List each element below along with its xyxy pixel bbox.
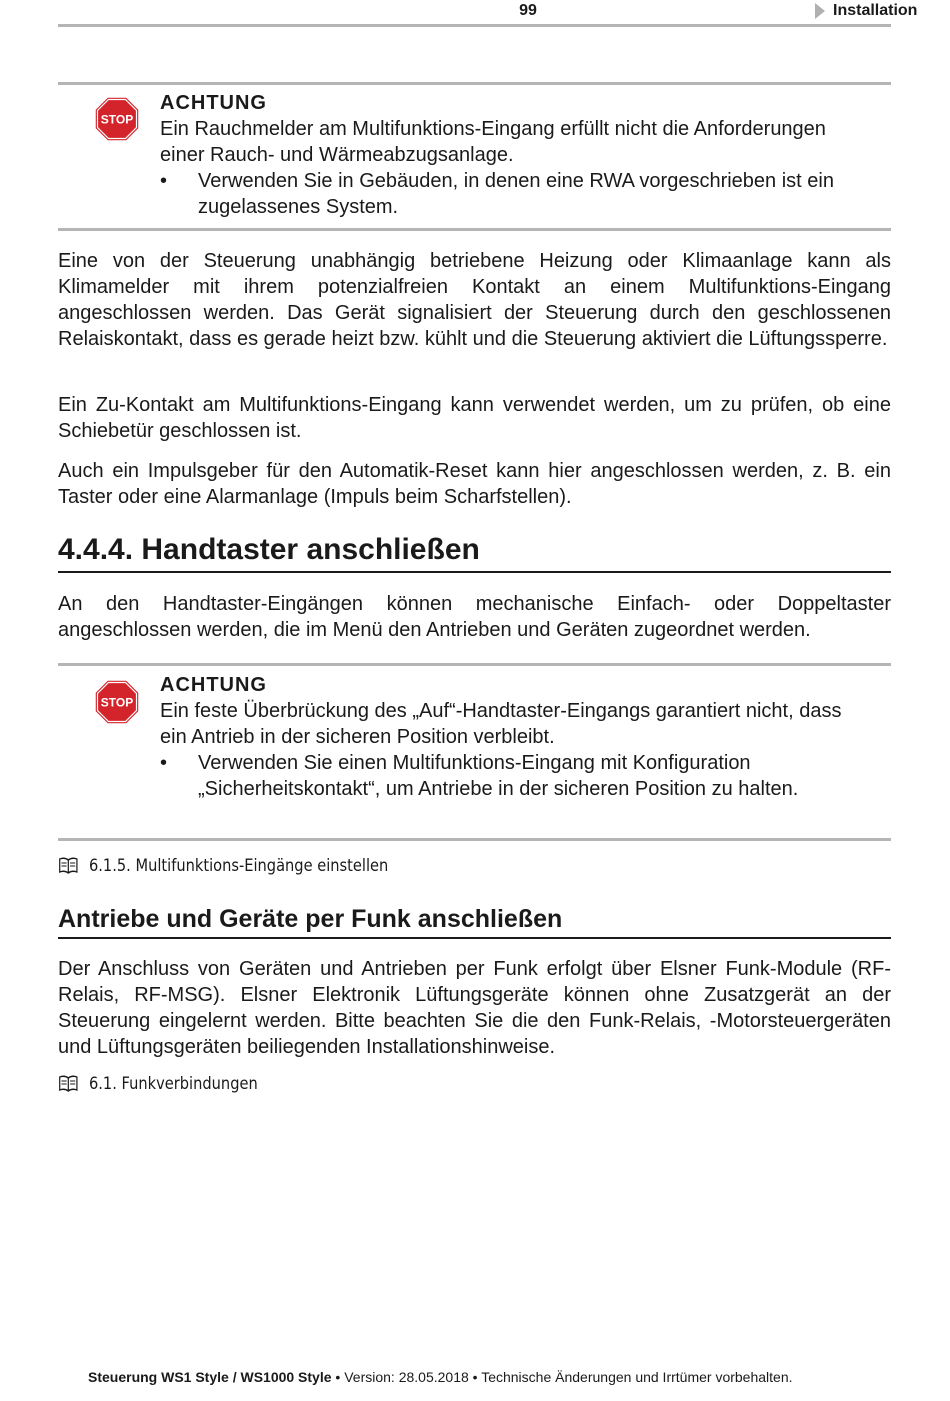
notice-body xyxy=(160,90,871,220)
paragraph: An den Handtaster-Eingängen können mechanische Einfach- oder Doppeltaster angeschlossen werden, die im Menü den Antrieben und Geräten zugeordnet werden. xyxy=(58,593,891,641)
footer-version: Version: 28.05.2018 xyxy=(344,1369,469,1385)
notice-text: Ein Rauchmelder am Multifunktions-Eingang erfüllt nicht die Anforderungen einer Rauch- und Wärmeabzugsanlage. xyxy=(160,118,826,166)
page-header xyxy=(58,0,918,28)
paragraph: Ein Zu-Kontakt am Multifunktions-Eingang kann verwendet werden, um zu prüfen, ob eine Schiebetür geschlossen ist. xyxy=(58,394,891,442)
stop-sign-label: STOP xyxy=(100,695,134,710)
paragraph: Eine von der Steuerung unabhängig betriebene Heizung oder Klimaanlage kann als Klimamelder mit ihrem potenzialfreien Kontakt an einem Multifunktions-Eingang angeschlossen werden. Das Gerät signalisiert der Steuerung durch den geschlossenen Relaiskontakt, dass es gerade heizt bzw. kühlt und die Steuerung aktiviert die Lüftungssperre. xyxy=(58,250,891,350)
notice-bullet-text: Verwenden Sie in Gebäuden, in denen eine RWA vorgeschrieben ist ein zugelassenes System. xyxy=(198,170,834,218)
stop-sign-icon xyxy=(94,679,140,725)
footer-separator: • xyxy=(472,1369,478,1385)
section-tag-label: Installation xyxy=(833,2,918,19)
bullet-icon: • xyxy=(160,170,168,192)
cross-reference-label: 6.1.5. Multifunktions-Eingänge einstellen xyxy=(88,856,389,876)
cross-reference[interactable] xyxy=(58,856,388,876)
footer-product: Steuerung WS1 Style / WS1000 Style xyxy=(88,1369,332,1385)
notice-title: ACHTUNG xyxy=(160,92,267,114)
cross-reference[interactable] xyxy=(58,1074,258,1094)
notice-bullet-text: Verwenden Sie einen Multifunktions-Eingang mit Konfiguration „Sicherheitskontakt“, um Antriebe in der sicheren Position zu halten. xyxy=(198,752,799,800)
warning-notice xyxy=(58,663,891,841)
section-heading: 4.4.4. Handtaster anschließen xyxy=(58,533,891,573)
stop-sign-icon xyxy=(94,96,140,142)
notice-bullet xyxy=(160,750,871,802)
notice-body xyxy=(160,672,871,802)
stop-sign-label: STOP xyxy=(100,112,134,127)
footer-separator: • xyxy=(335,1369,341,1385)
header-rule xyxy=(58,24,891,27)
triangle-marker-icon xyxy=(815,3,825,19)
section-tag xyxy=(815,2,917,20)
notice-text: Ein feste Überbrückung des „Auf“-Handtaster-Eingangs garantiert nicht, dass ein Antrieb in der sicheren Position verbleibt. xyxy=(160,700,842,748)
book-icon xyxy=(58,1075,79,1093)
book-icon xyxy=(58,857,79,875)
warning-notice xyxy=(58,82,891,231)
paragraph: Auch ein Impulsgeber für den Automatik-Reset kann hier angeschlossen werden, z. B. ein Taster oder eine Alarmanlage (Impuls beim Scharfstellen). xyxy=(58,460,891,508)
page-footer xyxy=(88,1369,793,1385)
notice-title: ACHTUNG xyxy=(160,674,267,696)
cross-reference-label: 6.1. Funkverbindungen xyxy=(88,1074,258,1094)
page-number: 99 xyxy=(519,2,537,19)
notice-bullet xyxy=(160,168,871,220)
bullet-icon: • xyxy=(160,752,168,774)
section-heading: Antriebe und Geräte per Funk anschließen xyxy=(58,905,891,939)
paragraph: Der Anschluss von Geräten und Antrieben per Funk erfolgt über Elsner Funk-Module (RF-Relais, RF-MSG). Elsner Elektronik Lüftungsgeräte können ohne Zusatzgerät an der Steuerung eingelernt werden. Bitte beachten Sie die den Funk-Relais, -Motorsteuergeräten und Lüftungsgeräten beiliegenden Installationshinweise. xyxy=(58,958,891,1058)
footer-disclaimer: Technische Änderungen und Irrtümer vorbehalten. xyxy=(481,1369,793,1385)
